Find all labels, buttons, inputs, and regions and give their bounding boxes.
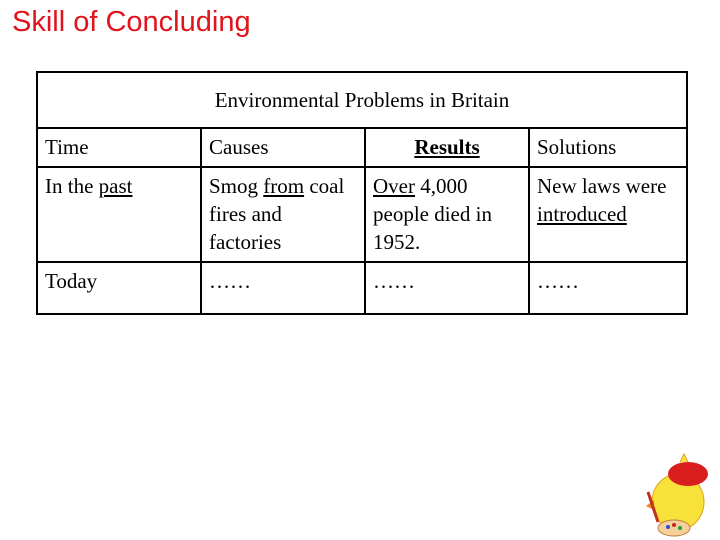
text: New laws were — [537, 174, 667, 198]
slide-title: Skill of Concluding — [12, 6, 251, 38]
cell-causes — [201, 167, 365, 262]
text: Smog — [209, 174, 264, 198]
text: 4,000 people died in 1952. — [373, 174, 492, 254]
cell-time: Today — [37, 262, 201, 314]
cell-causes: …… — [201, 262, 365, 314]
cell-time — [37, 167, 201, 262]
cell-solutions: …… — [529, 262, 687, 314]
underlined-word: from — [263, 174, 305, 198]
header-solutions: Solutions — [529, 128, 687, 167]
header-time: Time — [37, 128, 201, 167]
table-row — [37, 262, 687, 314]
underlined-word: Over — [373, 174, 415, 198]
chick-painter-illustration — [640, 452, 715, 540]
table-row — [37, 167, 687, 262]
underlined-word: introduced — [537, 202, 627, 226]
text: In the — [45, 174, 99, 198]
text: coal fires and factories — [209, 174, 345, 254]
cell-solutions — [529, 167, 687, 262]
header-results: Results — [365, 128, 529, 167]
cell-results: …… — [365, 262, 529, 314]
environmental-problems-table — [36, 71, 688, 315]
cell-results — [365, 167, 529, 262]
table-caption: Environmental Problems in Britain — [37, 72, 687, 128]
underlined-word: past — [98, 174, 133, 198]
header-causes: Causes — [201, 128, 365, 167]
